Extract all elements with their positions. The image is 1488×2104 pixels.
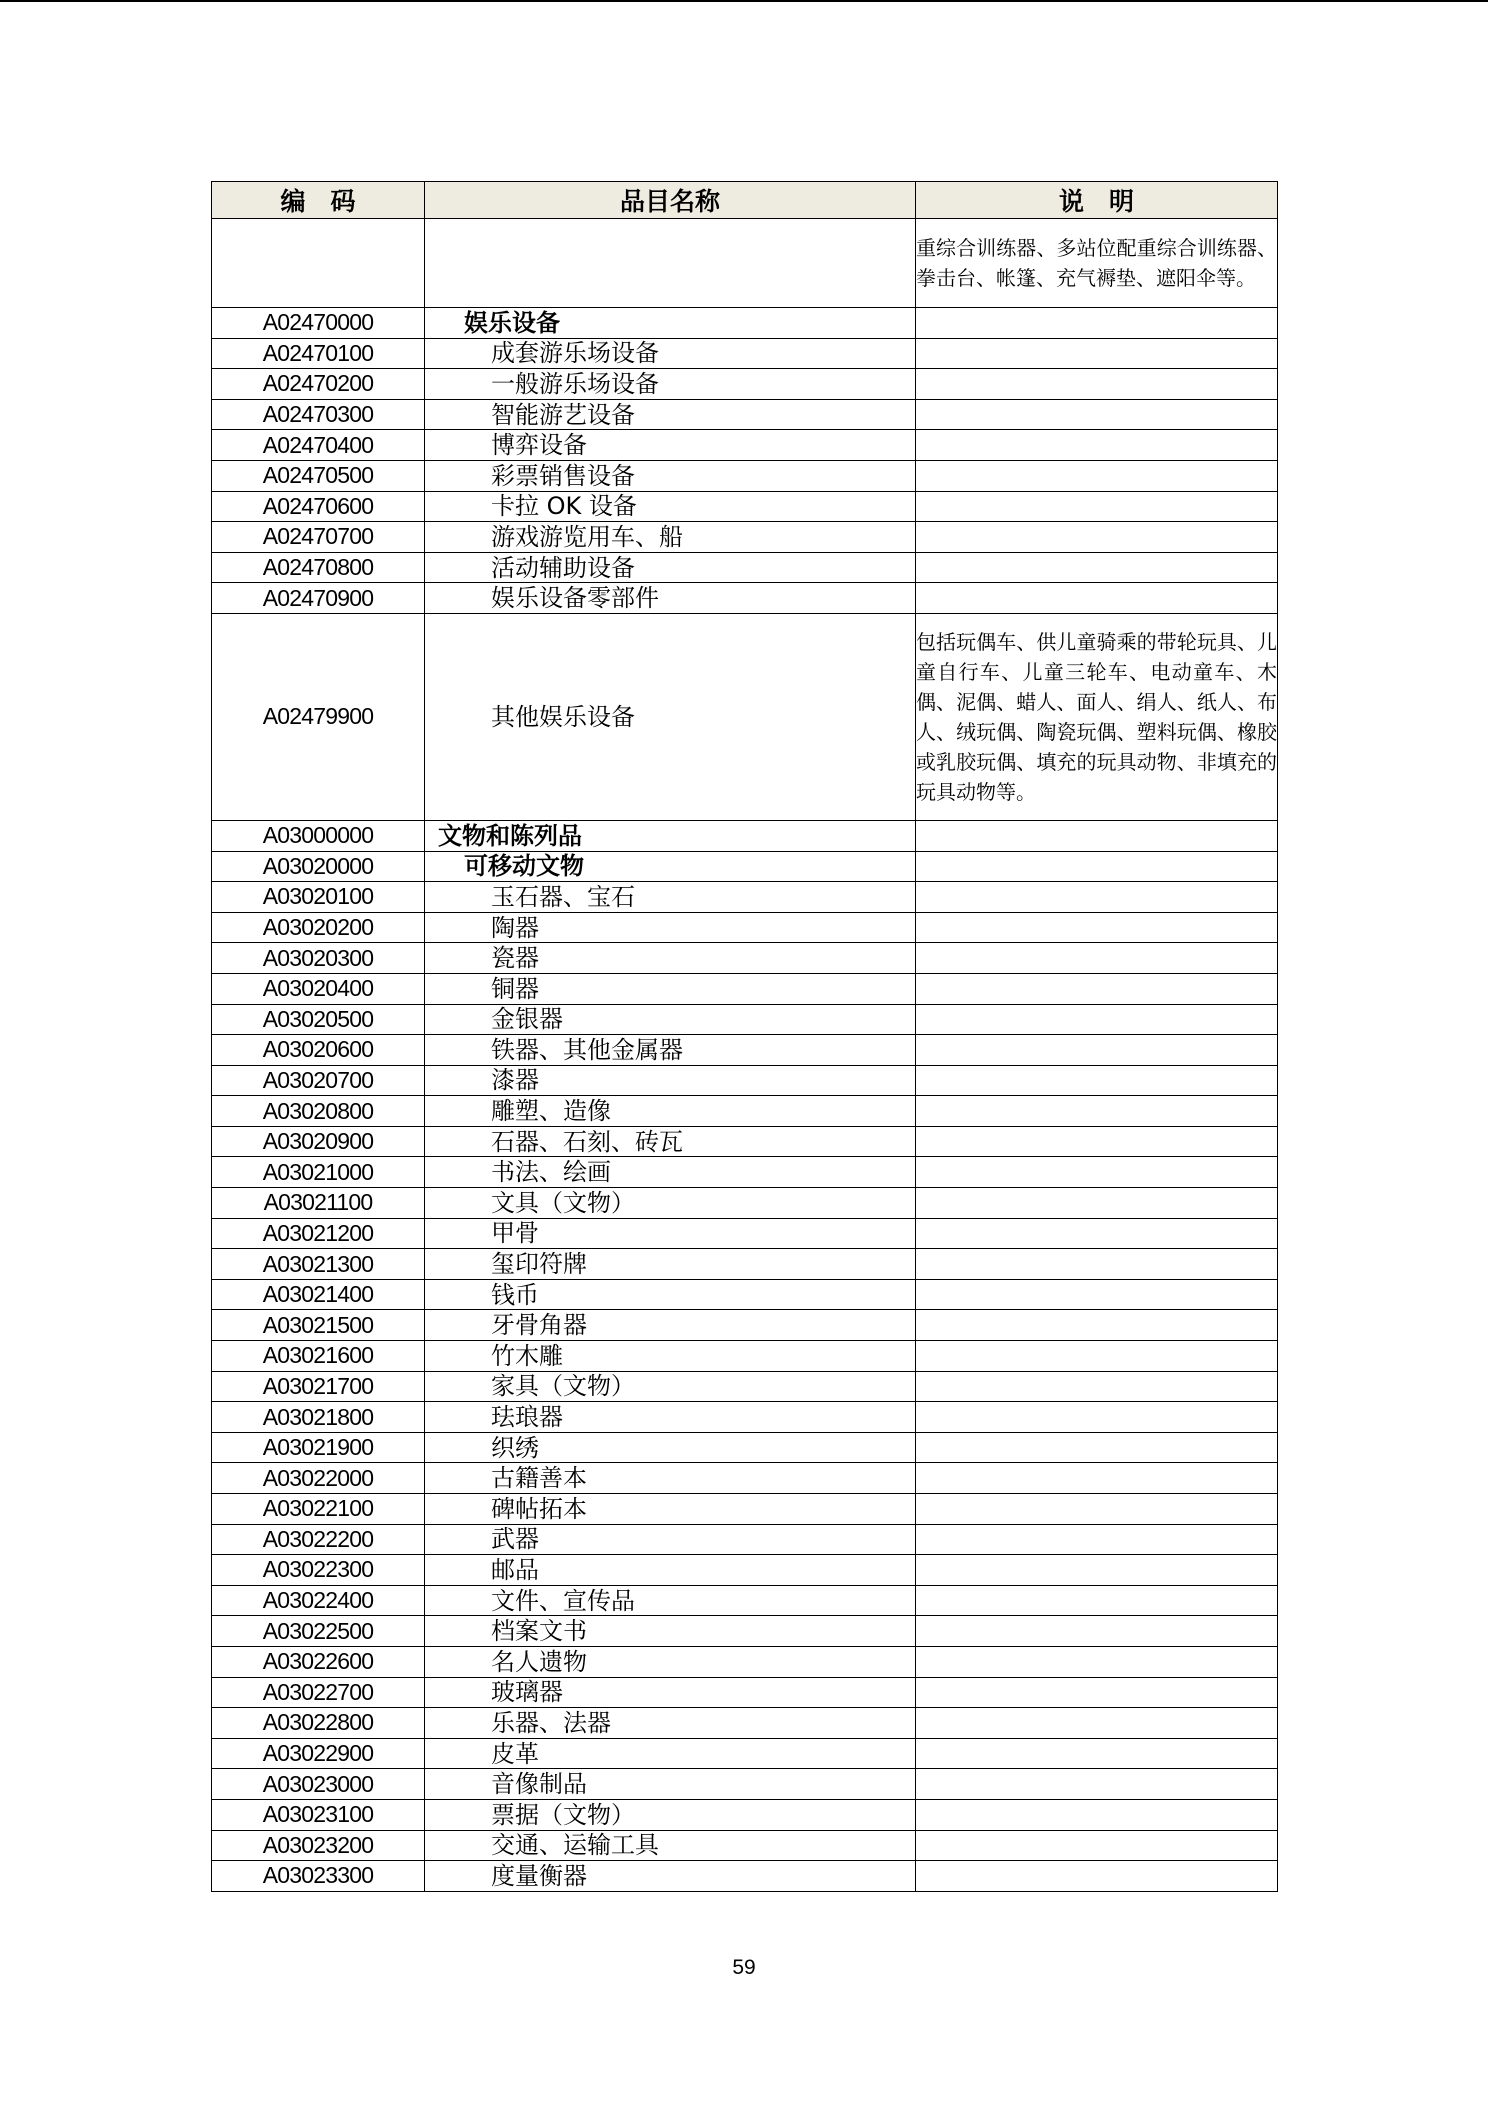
item-code: A03023000 [212, 1769, 425, 1800]
item-description [916, 1555, 1278, 1586]
item-description [916, 430, 1278, 461]
item-code: A03020200 [212, 912, 425, 943]
item-name: 交通、运输工具 [425, 1830, 916, 1861]
item-description [916, 973, 1278, 1004]
item-description [916, 1402, 1278, 1433]
table-row [212, 1799, 1278, 1830]
item-name: 乐器、法器 [425, 1708, 916, 1739]
table-row [212, 1708, 1278, 1739]
item-description [916, 1004, 1278, 1035]
item-description [916, 1769, 1278, 1800]
item-name: 玻璃器 [425, 1677, 916, 1708]
table-header [212, 182, 1278, 219]
table-row [212, 1494, 1278, 1525]
table-row [212, 1341, 1278, 1372]
item-name [425, 219, 916, 308]
table-row [212, 820, 1278, 851]
item-name: 瓷器 [425, 943, 916, 974]
item-description [916, 820, 1278, 851]
item-code: A03022400 [212, 1585, 425, 1616]
item-code: A03020700 [212, 1065, 425, 1096]
item-description [916, 338, 1278, 369]
table-row [212, 583, 1278, 614]
table-row [212, 219, 1278, 308]
table-row [212, 1616, 1278, 1647]
table-row [212, 1035, 1278, 1066]
table-row [212, 399, 1278, 430]
item-code: A03022900 [212, 1738, 425, 1769]
item-description [916, 1096, 1278, 1127]
item-name: 碑帖拓本 [425, 1494, 916, 1525]
item-code: A03023100 [212, 1799, 425, 1830]
item-name: 娱乐设备 [425, 308, 916, 339]
item-code: A02470000 [212, 308, 425, 339]
item-code: A03021200 [212, 1218, 425, 1249]
item-description [916, 1830, 1278, 1861]
item-code: A03022200 [212, 1524, 425, 1555]
item-code: A03020400 [212, 973, 425, 1004]
table-body [212, 219, 1278, 1892]
item-code: A03022300 [212, 1555, 425, 1586]
table-row [212, 1463, 1278, 1494]
table-row [212, 1279, 1278, 1310]
table-row [212, 1126, 1278, 1157]
item-name: 牙骨角器 [425, 1310, 916, 1341]
table-row [212, 1004, 1278, 1035]
item-code: A03021100 [212, 1188, 425, 1219]
item-name: 可移动文物 [425, 851, 916, 882]
table-row [212, 369, 1278, 400]
item-code: A03022100 [212, 1494, 425, 1525]
item-name: 玉石器、宝石 [425, 882, 916, 913]
item-code: A03022600 [212, 1646, 425, 1677]
table-row [212, 613, 1278, 820]
item-name: 文具（文物） [425, 1188, 916, 1219]
header-name: 品目名称 [425, 182, 916, 219]
item-code: A02470900 [212, 583, 425, 614]
item-code: A03021000 [212, 1157, 425, 1188]
item-description [916, 1432, 1278, 1463]
item-description [916, 1341, 1278, 1372]
top-border-line [0, 0, 1488, 2]
item-name: 娱乐设备零部件 [425, 583, 916, 614]
item-name: 名人遗物 [425, 1646, 916, 1677]
item-description: 包括玩偶车、供儿童骑乘的带轮玩具、儿童自行车、儿童三轮车、电动童车、木偶、泥偶、蜡人、面人、绢人、纸人、布人、绒玩偶、陶瓷玩偶、塑料玩偶、橡胶或乳胶玩偶、填充的玩具动物、非填充的玩具动物等。 [916, 613, 1278, 820]
item-code: A03023300 [212, 1861, 425, 1892]
item-description [916, 1616, 1278, 1647]
item-description [916, 1371, 1278, 1402]
table-row [212, 1646, 1278, 1677]
header-desc: 说 明 [916, 182, 1278, 219]
table-row [212, 460, 1278, 491]
item-name: 活动辅助设备 [425, 552, 916, 583]
item-code: A02470500 [212, 460, 425, 491]
item-description [916, 1524, 1278, 1555]
item-code: A02470100 [212, 338, 425, 369]
table-row [212, 308, 1278, 339]
item-code: A03020900 [212, 1126, 425, 1157]
table-row [212, 1157, 1278, 1188]
table-row [212, 912, 1278, 943]
table-row [212, 1249, 1278, 1280]
item-name: 度量衡器 [425, 1861, 916, 1892]
item-name: 珐琅器 [425, 1402, 916, 1433]
item-code: A03021400 [212, 1279, 425, 1310]
item-description [916, 1126, 1278, 1157]
item-description [916, 1279, 1278, 1310]
item-description [916, 851, 1278, 882]
table-row [212, 1218, 1278, 1249]
table-row [212, 1310, 1278, 1341]
item-description [916, 1494, 1278, 1525]
table-row [212, 1371, 1278, 1402]
item-name: 钱币 [425, 1279, 916, 1310]
item-name: 玺印符牌 [425, 1249, 916, 1280]
item-name: 其他娱乐设备 [425, 613, 916, 820]
item-name: 档案文书 [425, 1616, 916, 1647]
item-name: 音像制品 [425, 1769, 916, 1800]
item-description [916, 460, 1278, 491]
table-row [212, 882, 1278, 913]
table-row [212, 851, 1278, 882]
item-name: 游戏游览用车、船 [425, 522, 916, 553]
item-description [916, 308, 1278, 339]
item-description [916, 1738, 1278, 1769]
item-code: A03020600 [212, 1035, 425, 1066]
item-name: 织绣 [425, 1432, 916, 1463]
item-description [916, 1157, 1278, 1188]
item-code: A02470400 [212, 430, 425, 461]
item-code: A02470800 [212, 552, 425, 583]
item-description [916, 1799, 1278, 1830]
item-name: 石器、石刻、砖瓦 [425, 1126, 916, 1157]
table-row [212, 552, 1278, 583]
item-code: A03022800 [212, 1708, 425, 1739]
catalog-table [211, 181, 1278, 1892]
item-description [916, 1646, 1278, 1677]
item-description [916, 1310, 1278, 1341]
item-description [916, 1065, 1278, 1096]
item-code: A03020100 [212, 882, 425, 913]
header-code: 编 码 [212, 182, 425, 219]
item-name: 票据（文物） [425, 1799, 916, 1830]
table-row [212, 1738, 1278, 1769]
item-code: A03020800 [212, 1096, 425, 1127]
item-code: A03021500 [212, 1310, 425, 1341]
table-row [212, 1402, 1278, 1433]
item-name: 漆器 [425, 1065, 916, 1096]
item-description [916, 552, 1278, 583]
item-description [916, 369, 1278, 400]
item-description [916, 912, 1278, 943]
item-name: 竹木雕 [425, 1341, 916, 1372]
item-name: 家具（文物） [425, 1371, 916, 1402]
table-row [212, 430, 1278, 461]
item-description: 重综合训练器、多站位配重综合训练器、拳击台、帐篷、充气褥垫、遮阳伞等。 [916, 219, 1278, 308]
item-name: 一般游乐场设备 [425, 369, 916, 400]
table-row [212, 1769, 1278, 1800]
table-row [212, 943, 1278, 974]
item-name: 成套游乐场设备 [425, 338, 916, 369]
table-row [212, 522, 1278, 553]
item-name: 彩票销售设备 [425, 460, 916, 491]
item-description [916, 882, 1278, 913]
item-description [916, 1585, 1278, 1616]
item-code: A03022700 [212, 1677, 425, 1708]
item-description [916, 522, 1278, 553]
item-description [916, 1249, 1278, 1280]
item-code: A03022000 [212, 1463, 425, 1494]
item-code: A03021900 [212, 1432, 425, 1463]
item-code: A03021700 [212, 1371, 425, 1402]
table-row [212, 1065, 1278, 1096]
item-code: A03023200 [212, 1830, 425, 1861]
item-code: A02470300 [212, 399, 425, 430]
item-name: 甲骨 [425, 1218, 916, 1249]
item-name: 陶器 [425, 912, 916, 943]
item-description [916, 1677, 1278, 1708]
item-code: A03020500 [212, 1004, 425, 1035]
table-row [212, 1524, 1278, 1555]
item-description [916, 1463, 1278, 1494]
item-description [916, 1708, 1278, 1739]
item-name: 书法、绘画 [425, 1157, 916, 1188]
table-row [212, 1432, 1278, 1463]
item-name: 文件、宣传品 [425, 1585, 916, 1616]
item-name: 皮革 [425, 1738, 916, 1769]
item-name: 武器 [425, 1524, 916, 1555]
table-row [212, 338, 1278, 369]
table-row [212, 1830, 1278, 1861]
item-name: 智能游艺设备 [425, 399, 916, 430]
item-code: A03021300 [212, 1249, 425, 1280]
table-row [212, 1555, 1278, 1586]
item-code: A02470200 [212, 369, 425, 400]
item-name: 文物和陈列品 [425, 820, 916, 851]
item-description [916, 583, 1278, 614]
table-row [212, 1585, 1278, 1616]
item-name: 古籍善本 [425, 1463, 916, 1494]
item-description [916, 491, 1278, 522]
table-row [212, 491, 1278, 522]
item-name: 邮品 [425, 1555, 916, 1586]
item-description [916, 399, 1278, 430]
item-code: A03020300 [212, 943, 425, 974]
item-code: A03021800 [212, 1402, 425, 1433]
item-name: 卡拉 OK 设备 [425, 491, 916, 522]
item-code: A02470600 [212, 491, 425, 522]
item-description [916, 1188, 1278, 1219]
item-name: 金银器 [425, 1004, 916, 1035]
item-code [212, 219, 425, 308]
item-code: A02479900 [212, 613, 425, 820]
item-description [916, 1861, 1278, 1892]
item-description [916, 1218, 1278, 1249]
item-description [916, 943, 1278, 974]
item-code: A03000000 [212, 820, 425, 851]
item-name: 铁器、其他金属器 [425, 1035, 916, 1066]
item-name: 博弈设备 [425, 430, 916, 461]
item-code: A03020000 [212, 851, 425, 882]
table-row [212, 973, 1278, 1004]
item-code: A03022500 [212, 1616, 425, 1647]
item-name: 铜器 [425, 973, 916, 1004]
item-code: A03021600 [212, 1341, 425, 1372]
table-row [212, 1861, 1278, 1892]
item-name: 雕塑、造像 [425, 1096, 916, 1127]
table-row [212, 1188, 1278, 1219]
table-row [212, 1677, 1278, 1708]
table-row [212, 1096, 1278, 1127]
item-description [916, 1035, 1278, 1066]
item-code: A02470700 [212, 522, 425, 553]
page-number: 59 [732, 1956, 756, 1979]
